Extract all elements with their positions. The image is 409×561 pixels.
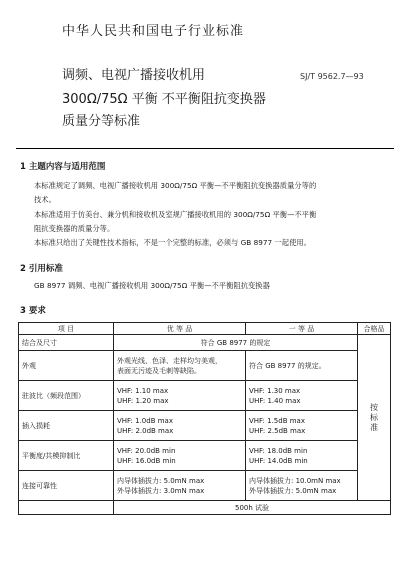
table-row (19, 411, 391, 441)
standard-code: SJ/T 9562.7—93 (300, 72, 364, 81)
section-1-para-1a: 本标准规定了调频、电视广播接收机用 300Ω/75Ω 平衡—不平衡阻抗变换器质量分等的 (34, 181, 317, 190)
cell-line: VHF: 1.0dB max (117, 416, 173, 425)
table-header-cell: 合格品 (358, 323, 391, 335)
table-header-cell: 一 等 品 (246, 323, 358, 335)
table-cell-first (246, 351, 358, 381)
grade-char: 准 (370, 422, 378, 432)
table-cell-excellent (114, 441, 246, 471)
title-line-1: 调频、电视广播接收机用 (62, 68, 206, 83)
cell-line: 外导体插拔力: 5.0mN max (249, 486, 337, 495)
section-1-heading: 1 主题内容与适用范围 (20, 162, 106, 172)
cell-line: 内导体插拔力: 10.0mN max (249, 476, 341, 485)
cell-line: 外导体插拔力: 3.0mN max (117, 486, 205, 495)
table-cell-first (246, 411, 358, 441)
cell-line: UHF: 14.0dB min (249, 456, 308, 465)
table-row (19, 381, 391, 411)
table-header-cell: 项 目 (19, 323, 114, 335)
standard-header: 中华人民共和国电子行业标准 (62, 24, 245, 39)
table-cell-excellent (114, 471, 246, 501)
cell-line: VHF: 1.5dB max (249, 416, 305, 425)
section-2-para-1: GB 8977 调频、电视广播接收机用 300Ω/75Ω 平衡—不平衡阻抗变换器 (34, 281, 270, 290)
section-1-para-1b: 技术。 (34, 195, 56, 204)
section-2-heading: 2 引用标准 (20, 264, 63, 274)
table-row (19, 471, 391, 501)
table-cell-grade-label (358, 335, 391, 501)
cell-line: VHF: 20.0dB min (117, 446, 176, 455)
cell-line: UHF: 2.0dB max (117, 426, 174, 435)
table-cell-first (246, 381, 358, 411)
cell-line: UHF: 1.20 max (117, 396, 169, 405)
table-cell-item: 平衡度/共模抑制比 (19, 441, 114, 471)
header-divider (16, 148, 394, 149)
cell-line: 外观光线、色泽、走样均匀美观， (117, 356, 222, 365)
cell-line: 符合 GB 8977 的规定。 (249, 361, 326, 370)
table-cell-item (19, 501, 114, 515)
cell-line: UHF: 2.5dB max (249, 426, 306, 435)
cell-line: VHF: 18.0dB min (249, 446, 308, 455)
title-line-3: 质量分等标准 (62, 114, 141, 129)
table-row (19, 501, 391, 515)
section-1-para-2a: 本标准适用于仿美台、兼分机和接收机及室规广播接收机用的 300Ω/75Ω 平衡—不平衡 (34, 210, 317, 219)
table-cell-excellent (114, 381, 246, 411)
table-cell-excellent (114, 411, 246, 441)
section-1-para-2b: 阻抗变换器的质量分等。 (34, 224, 115, 233)
table-header-cell: 优 等 品 (114, 323, 246, 335)
table-cell-first (246, 471, 358, 501)
table-cell-item: 外观 (19, 351, 114, 381)
table-header-row (19, 323, 391, 335)
table-cell-first (246, 441, 358, 471)
cell-line: 内导体插拔力: 5.0mN max (117, 476, 205, 485)
requirements-table (18, 322, 391, 515)
cell-line: UHF: 1.40 max (249, 396, 301, 405)
table-cell-item: 连接可靠性 (19, 471, 114, 501)
cell-line: VHF: 1.30 max (249, 386, 301, 395)
table-row (19, 335, 391, 351)
table-cell-item: 插入损耗 (19, 411, 114, 441)
table-cell-merged: 500h 试验 (114, 501, 391, 515)
cell-line: UHF: 16.0dB min (117, 456, 176, 465)
table-cell-item: 结合及尺寸 (19, 335, 114, 351)
grade-char: 按 (370, 402, 378, 412)
table-row (19, 351, 391, 381)
table-cell-excellent (114, 351, 246, 381)
section-3-heading: 3 要求 (20, 306, 46, 316)
table-cell-item: 驻波比（频段范围） (19, 381, 114, 411)
section-1-para-3: 本标准只给出了关键性技术指标，不是一个完整的标准，必须与 GB 8977 一起使用。 (34, 238, 311, 247)
cell-line: 表面无污迹及毛刺等缺陷。 (117, 366, 201, 375)
cell-line: VHF: 1.10 max (117, 386, 169, 395)
title-line-2: 300Ω/75Ω 平衡 不平衡阻抗变换器 (62, 92, 266, 107)
table-cell-merged: 符合 GB 8977 的规定 (114, 335, 358, 351)
table-row (19, 441, 391, 471)
grade-char: 标 (370, 412, 378, 422)
